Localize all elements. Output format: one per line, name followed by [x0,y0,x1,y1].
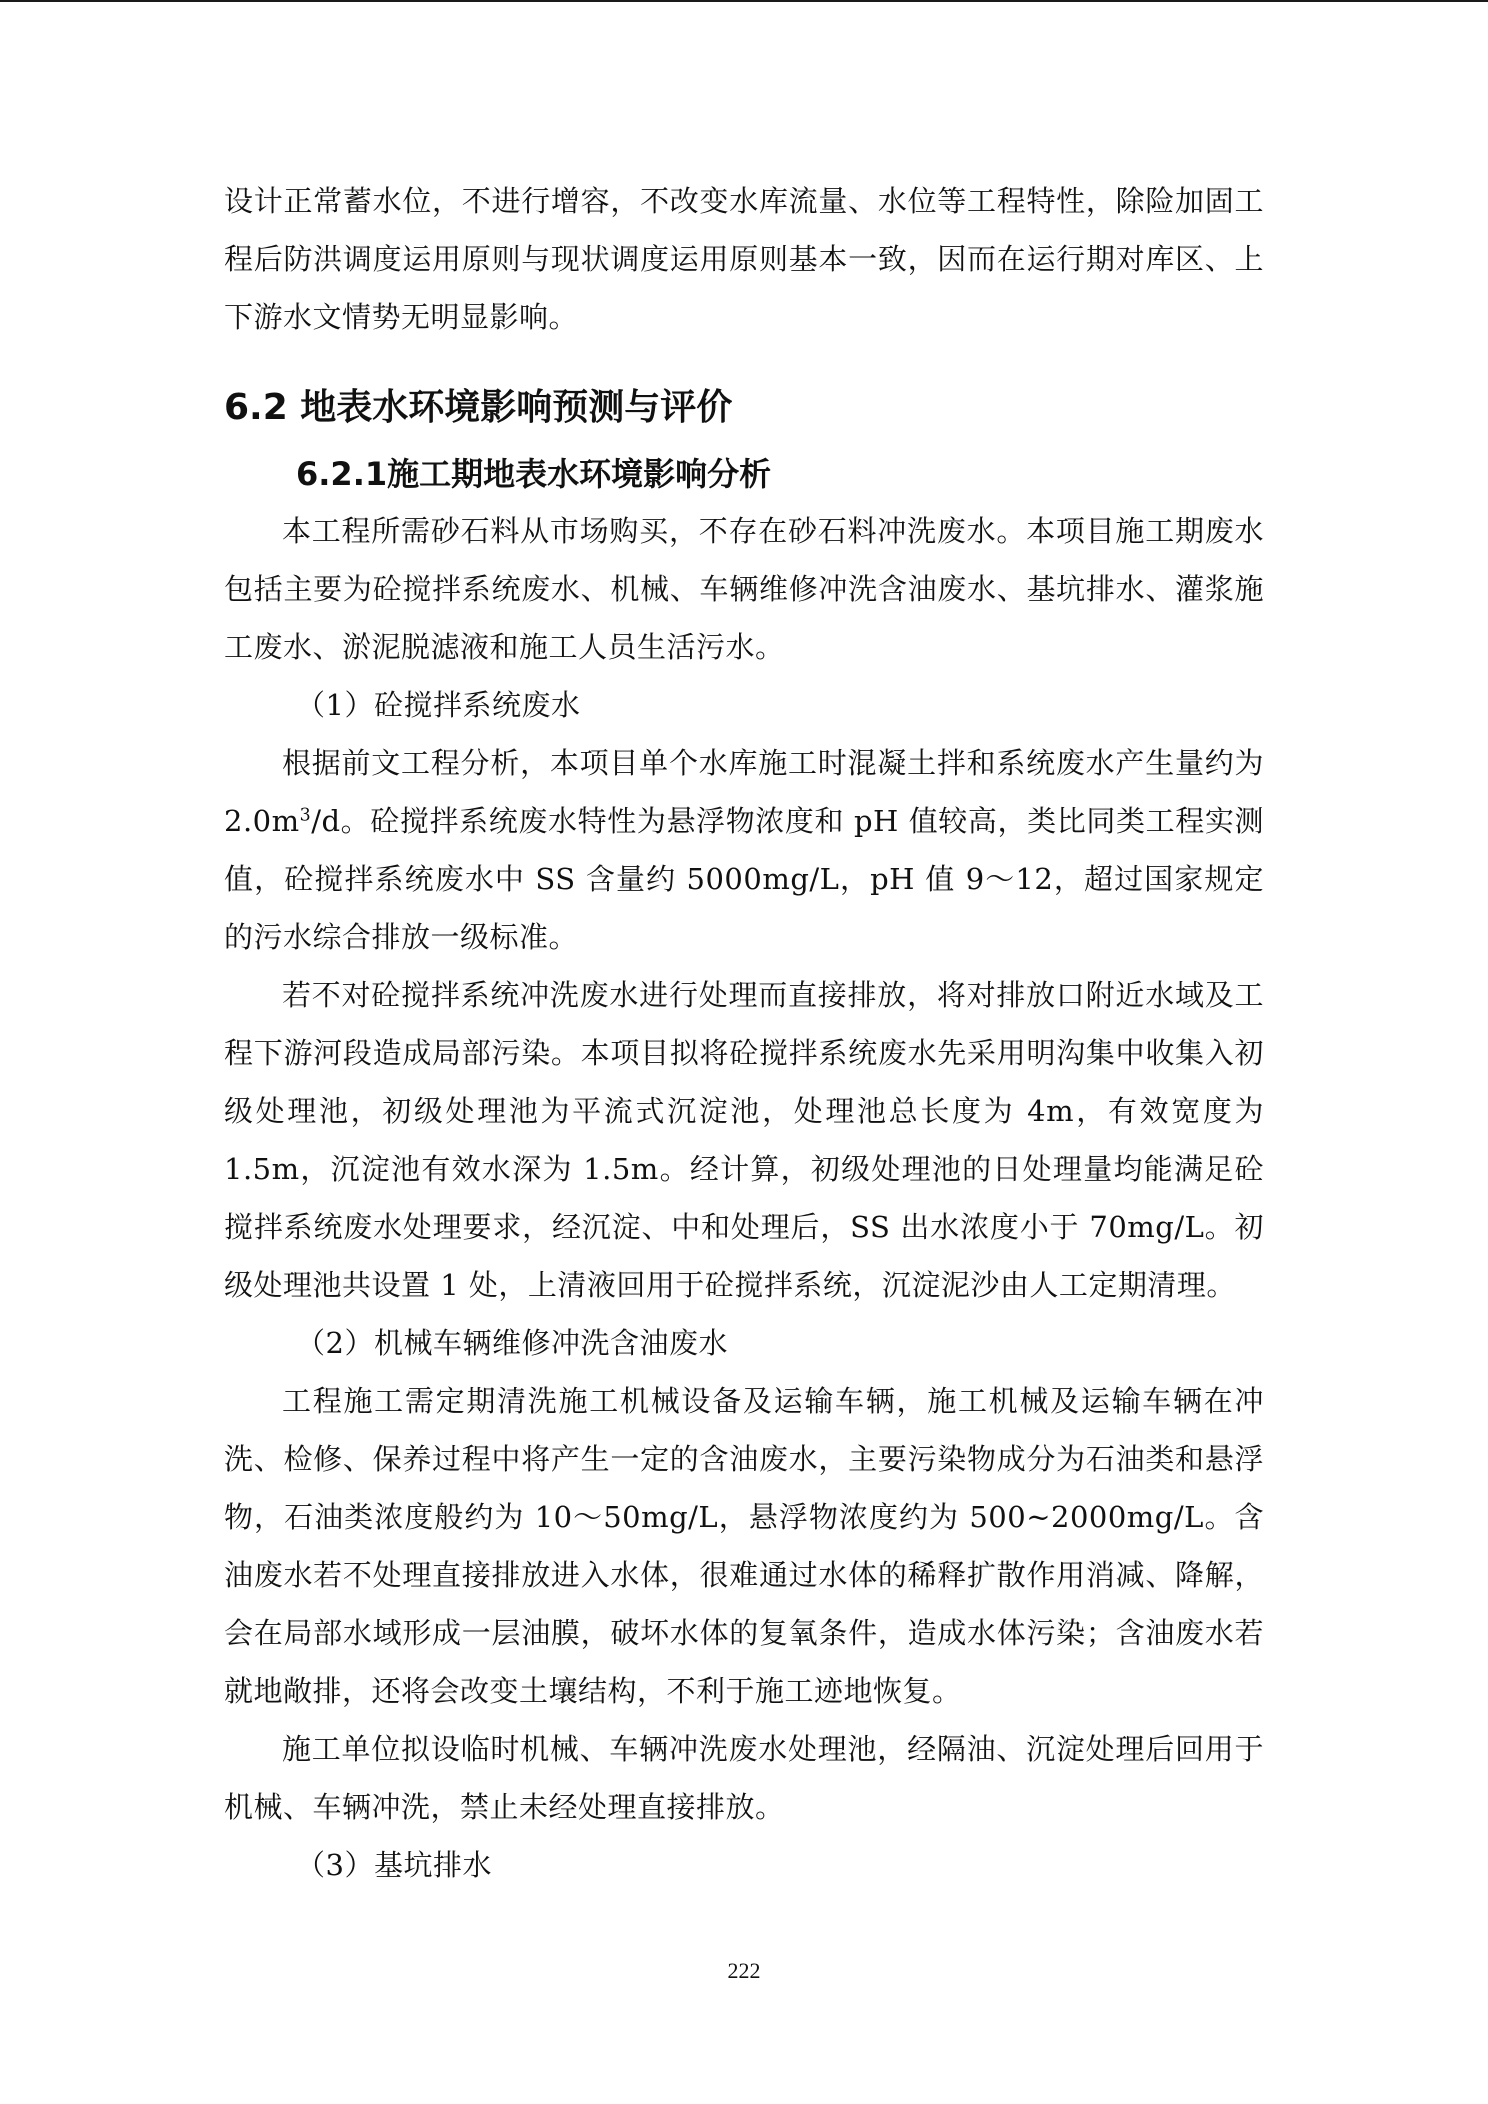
item-heading-concrete-mixing: （1）砼搅拌系统废水 [296,688,581,722]
section-heading: 6.2 地表水环境影响预测与评价 [224,387,733,428]
top-border-line [0,0,1488,2]
paragraph-concrete-wastewater [224,734,1264,966]
paragraph-treatment-pool: 若不对砼搅拌系统冲洗废水进行处理而直接排放，将对排放口附近水域及工程下游河段造成局部污染。本项目拟将砼搅拌系统废水先采用明沟集中收集入初级处理池，初级处理池为平流式沉淀池，处理池总长度为 4m，有效宽度为 1.5m，沉淀池有效水深为 1.5m。经计算，初级处理池的日处理量均能满足砼搅拌系统废水处理要求，经沉淀、中和处理后，SS 出水浓度小于 70mg/L。初级处理池共设置 1 处，上清液回用于砼搅拌系统，沉淀泥沙由人工定期清理。 [224,978,1264,1302]
item-heading-oily-wastewater: （2）机械车辆维修冲洗含油废水 [296,1326,728,1360]
page-number: 222 [727,1958,761,1983]
item-heading-pit-drainage: （3）基坑排水 [296,1848,492,1882]
paragraph-oily-wastewater: 工程施工需定期清洗施工机械设备及运输车辆，施工机械及运输车辆在冲洗、检修、保养过程中将产生一定的含油废水，主要污染物成分为石油类和悬浮物，石油类浓度般约为 10～50mg/L，悬浮物浓度约为 500~2000mg/L。含油废水若不处理直接排放进入水体，很难通过水体的稀释扩散作用消减、降解，会在局部水域形成一层油膜，破坏水体的复氧条件，造成水体污染；含油废水若就地敞排，还将会改变土壤结构，不利于施工迹地恢复。 [224,1384,1264,1708]
page-body [224,172,1264,1894]
paragraph-wastewater-overview: 本工程所需砂石料从市场购买，不存在砂石料冲洗废水。本项目施工期废水包括主要为砼搅拌系统废水、机械、车辆维修冲洗含油废水、基坑排水、灌浆施工废水、淤泥脱滤液和施工人员生活污水。 [224,514,1264,664]
superscript: 3 [299,805,312,826]
intro-paragraph: 设计正常蓄水位，不进行增容，不改变水库流量、水位等工程特性，除险加固工程后防洪调度运用原则与现状调度运用原则基本一致，因而在运行期对库区、上下游水文情势无明显影响。 [224,184,1264,334]
paragraph-text-part: 根据前文工程分析，本项目单个水库施工时混凝土拌和系统废水产生量约为 2.0m [224,746,1264,838]
paragraph-oily-treatment: 施工单位拟设临时机械、车辆冲洗废水处理池，经隔油、沉淀处理后回用于机械、车辆冲洗，禁止未经处理直接排放。 [224,1732,1264,1824]
subsection-heading: 6.2.1施工期地表水环境影响分析 [296,455,772,493]
paragraph-text-part: /d。砼搅拌系统废水特性为悬浮物浓度和 pH 值较高，类比同类工程实测值，砼搅拌系统废水中 SS 含量约 5000mg/L，pH 值 9～12，超过国家规定的污水综合排放一级标准。 [224,804,1264,954]
